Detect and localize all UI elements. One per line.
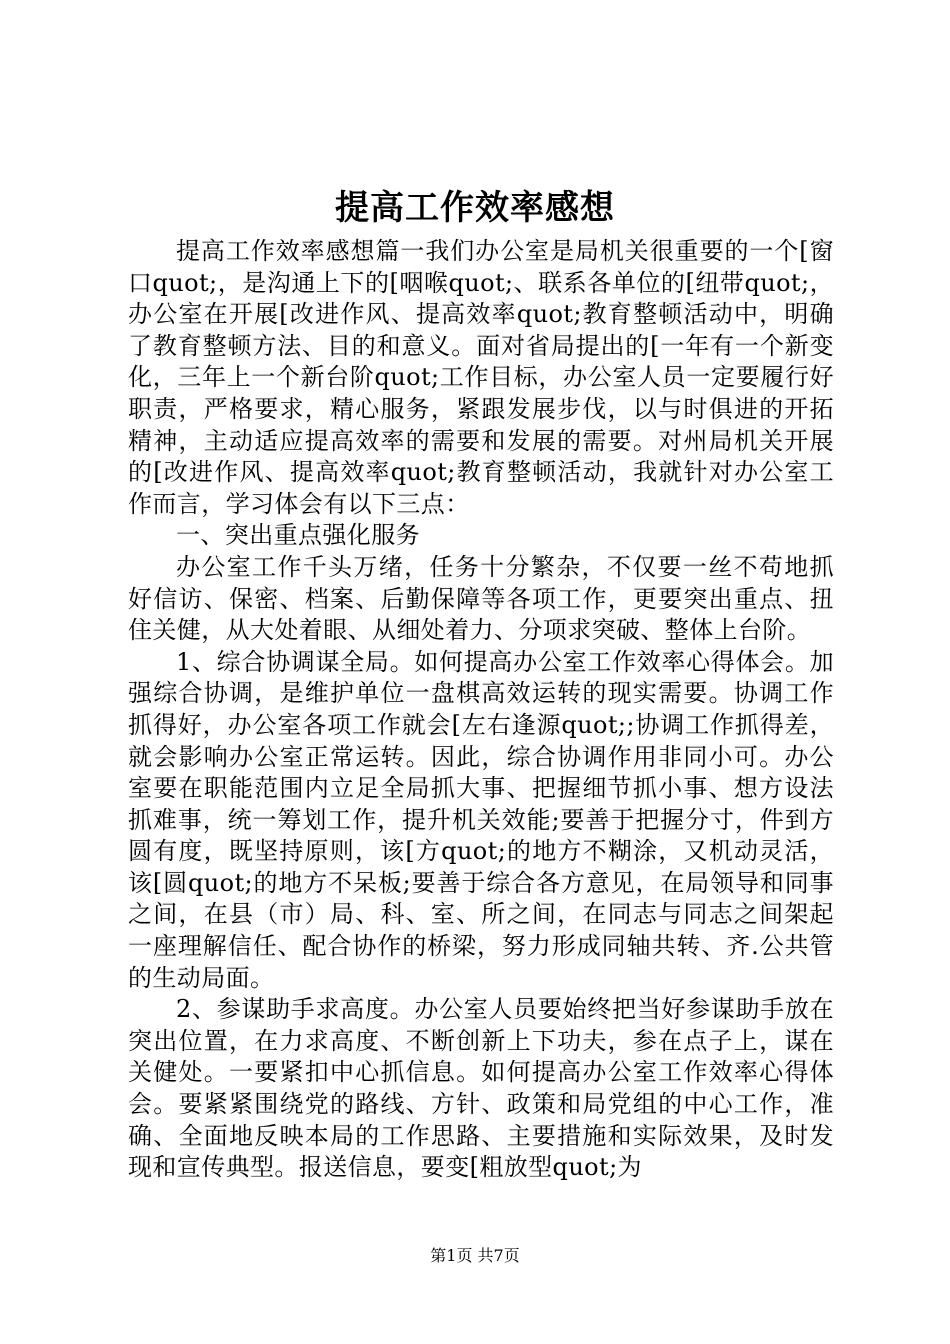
paragraph: 办公室工作千头万绪，任务十分繁杂，不仅要一丝不苟地抓好信访、保密、档案、后勤保障等各项工作，更要突出重点、扭住关健，从大处着眼、从细处着力、分项求突破、整体上台阶。 — [128, 552, 834, 645]
section-heading: 一、突出重点强化服务 — [176, 521, 420, 550]
paragraph: 2、参谋助手求高度。办公室人员要始终把当好参谋助手放在突出位置，在力求高度、不断创新上下功夫，参在点子上，谋在关健处。一要紧扣中心抓信息。如何提高办公室工作效率心得体会。要紧紧围绕党的路线、方针、政策和局党组的中心工作，准确、全面地反映本局的工作思路、主要措施和实际效果，及时发现和宣传典型。报送信息，要变[粗放型quot;为 — [128, 995, 834, 1182]
paragraph: 1、综合协调谋全局。如何提高办公室工作效率心得体会。加强综合协调，是维护单位一盘棋高效运转的现实需要。协调工作抓得好，办公室各项工作就会[左右逢源quot;;协调工作抓得差，就会影响办公室正常运转。因此，综合协调作用非同小可。办公室要在职能范围内立足全局抓大事、把握细节抓小事、想方设法抓难事，统一筹划工作，提升机关效能;要善于把握分寸，件到方圆有度，既坚持原则，该[方quot;的地方不糊涂，又机动灵活，该[圆quot;的地方不呆板;要善于综合各方意见，在局领导和同事之间，在县（市）局、科、室、所之间，在同志与同志之间架起一座理解信任、配合协作的桥梁，努力形成同轴共转、齐.公共管的生动局面。 — [128, 647, 834, 992]
document-body — [128, 236, 834, 1184]
paragraph: 提高工作效率感想篇一我们办公室是局机关很重要的一个[窗口quot;，是沟通上下的[咽喉quot;、联系各单位的[纽带quot;，办公室在开展[改进作风、提高效率quot;教育整顿活动中，明确了教育整顿方法、目的和意义。面对省局提出的[一年有一个新变化，三年上一个新台阶quot;工作目标，办公室人员一定要履行好职责，严格要求，精心服务，紧跟发展步伐，以与时俱进的开拓精神，主动适应提高效率的需要和发展的需要。对州局机关开展的[改进作风、提高效率quot;教育整顿活动，我就针对办公室工作而言，学习体会有以下三点： — [128, 237, 834, 518]
page-footer: 第1页 共7页 — [430, 1246, 520, 1265]
document-title: 提高工作效率感想 — [335, 188, 615, 228]
